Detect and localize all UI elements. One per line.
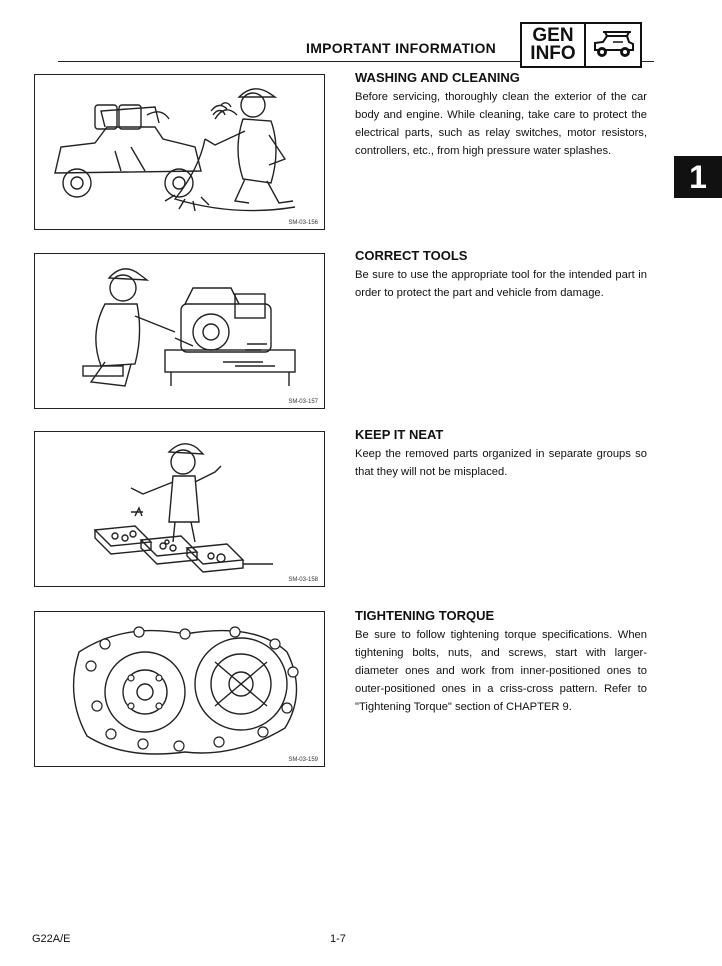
figure-code: SM-03-156: [288, 220, 318, 226]
section-tightening-torque: [355, 608, 647, 716]
section-body: Keep the removed parts organized in separate groups so that they will not be misplaced.: [355, 448, 647, 478]
section-title: KEEP IT NEAT: [355, 427, 444, 442]
torque-illustration: [35, 612, 323, 765]
figure-code: SM-03-158: [288, 577, 318, 583]
section-keep-it-neat: [355, 427, 647, 481]
page-header-title: IMPORTANT INFORMATION: [306, 40, 497, 56]
tools-illustration: [35, 254, 323, 407]
washing-illustration: [35, 75, 323, 228]
figure-washing: [34, 74, 325, 230]
figure-code: SM-03-157: [288, 399, 318, 405]
section-title: CORRECT TOOLS: [355, 248, 468, 263]
figure-code: SM-03-159: [288, 757, 318, 763]
figure-keep-neat: [34, 431, 325, 587]
info-label: INFO: [530, 43, 576, 64]
section-correct-tools: [355, 248, 647, 302]
golf-cart-icon: [586, 24, 640, 66]
gen-info-badge: [520, 22, 642, 68]
chapter-tab: 1: [674, 156, 722, 198]
gen-label: GEN: [532, 25, 574, 46]
keep-neat-illustration: [35, 432, 323, 585]
section-title: TIGHTENING TORQUE: [355, 608, 495, 623]
section-washing-cleaning: [355, 70, 647, 160]
model-code: G22A/E: [32, 933, 71, 945]
gen-info-text: [522, 24, 586, 66]
figure-tools: [34, 253, 325, 409]
section-title: WASHING AND CLEANING: [355, 70, 520, 85]
page-number: 1-7: [330, 933, 346, 945]
figure-torque: [34, 611, 325, 767]
section-body: Be sure to use the appropriate tool for the intended part in order to protect the part and vehicle from damage.: [355, 269, 647, 299]
section-body: Before servicing, thoroughly clean the exterior of the car body and engine. While cleaning, take care to protect the electrical parts, such as relay switches, motor resistors, controllers, etc., from high pressure water splashes.: [355, 91, 647, 157]
section-body: Be sure to follow tightening torque specifications. When tightening bolts, nuts, and screws, start with larger-diameter ones and work from inner-positioned ones to outer-positioned ones in a criss-cross pattern. Refer to "Tightening Torque" section of CHAPTER 9.: [355, 629, 647, 713]
